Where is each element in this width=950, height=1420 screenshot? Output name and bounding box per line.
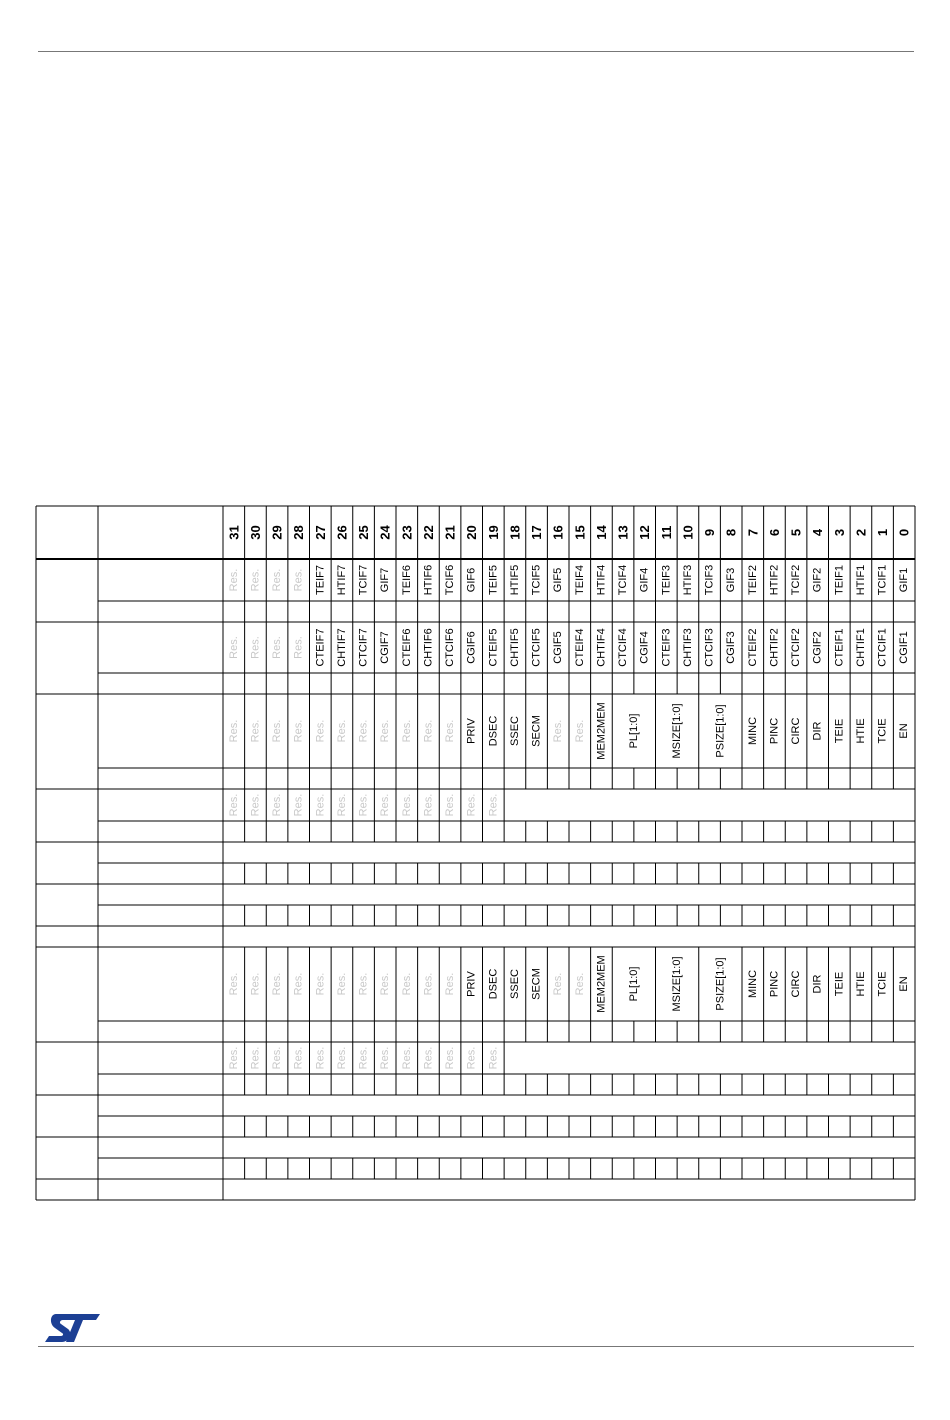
reserved-field: Res. [271, 1046, 284, 1070]
reserved-field: Res. [357, 1046, 370, 1070]
reserved-field: Res. [357, 972, 370, 996]
field-htif5: HTIF5 [508, 564, 521, 596]
bit-number-18: 18 [507, 525, 523, 540]
bit-number-14: 14 [593, 525, 609, 540]
reserved-field: Res. [400, 972, 413, 996]
field-pl10: PL[1:0] [627, 966, 640, 1002]
field-en: EN [898, 976, 911, 992]
field-minc: MINC [746, 969, 759, 999]
reserved-field: Res. [271, 568, 284, 592]
field-gif2: GIF2 [811, 567, 824, 593]
field-dir: DIR [811, 974, 824, 994]
field-pl10: PL[1:0] [627, 713, 640, 749]
reserved-field: Res. [314, 972, 327, 996]
field-secm: SECM [530, 968, 543, 1000]
reserved-field: Res. [335, 1046, 348, 1070]
bit-number-1: 1 [875, 528, 891, 537]
reserved-field: Res. [227, 568, 240, 592]
reserved-field: Res. [357, 719, 370, 743]
bit-number-5: 5 [788, 528, 804, 537]
bit-number-25: 25 [356, 525, 372, 540]
field-teif2: TEIF2 [746, 565, 759, 595]
field-cgif7: CGIF7 [379, 631, 392, 664]
field-cgif5: CGIF5 [552, 631, 565, 664]
reserved-field: Res. [400, 793, 413, 817]
field-ctcif7: CTCIF7 [357, 628, 370, 667]
reserved-field: Res. [292, 719, 305, 743]
field-chtif6: CHTIF6 [422, 628, 435, 667]
reserved-field: Res. [379, 793, 392, 817]
footer-rule [38, 1346, 914, 1347]
reserved-field: Res. [444, 793, 457, 817]
reserved-field: Res. [271, 972, 284, 996]
field-ssec: SSEC [508, 969, 521, 999]
reserved-field: Res. [487, 1046, 500, 1070]
bit-number-13: 13 [615, 525, 631, 540]
reserved-field: Res. [465, 1046, 478, 1070]
bit-number-3: 3 [831, 528, 847, 537]
field-cteif5: CTEIF5 [487, 628, 500, 667]
field-ctcif2: CTCIF2 [790, 628, 803, 667]
bit-number-7: 7 [745, 528, 761, 537]
field-dir: DIR [811, 721, 824, 741]
field-cteif6: CTEIF6 [400, 628, 413, 667]
field-htif3: HTIF3 [681, 564, 694, 596]
bit-number-9: 9 [702, 528, 718, 537]
reserved-field: Res. [249, 719, 262, 743]
field-ctcif1: CTCIF1 [876, 628, 889, 667]
reserved-field: Res. [271, 719, 284, 743]
bit-number-8: 8 [723, 528, 739, 537]
field-psize10: PSIZE[1:0] [714, 957, 727, 1011]
reserved-field: Res. [249, 793, 262, 817]
field-htif6: HTIF6 [422, 564, 435, 596]
field-gif1: GIF1 [898, 567, 911, 593]
bit-number-16: 16 [550, 525, 566, 540]
field-chtif2: CHTIF2 [768, 628, 781, 667]
field-tcif1: TCIF1 [876, 564, 889, 596]
field-pinc: PINC [768, 970, 781, 998]
field-tcie: TCIE [876, 971, 889, 997]
reserved-field: Res. [227, 972, 240, 996]
reserved-field: Res. [314, 1046, 327, 1070]
field-tcif6: TCIF6 [444, 564, 457, 596]
reserved-field: Res. [552, 972, 565, 996]
reserved-field: Res. [227, 1046, 240, 1070]
reserved-field: Res. [444, 972, 457, 996]
field-chtif3: CHTIF3 [681, 628, 694, 667]
field-tcif3: TCIF3 [703, 564, 716, 596]
reserved-field: Res. [249, 972, 262, 996]
field-tcif2: TCIF2 [790, 564, 803, 596]
field-secm: SECM [530, 715, 543, 747]
reserved-field: Res. [227, 636, 240, 659]
reserved-field: Res. [487, 793, 500, 817]
reserved-field: Res. [422, 719, 435, 743]
bit-number-15: 15 [572, 525, 588, 540]
field-cteif7: CTEIF7 [314, 628, 327, 667]
field-htif7: HTIF7 [335, 564, 348, 596]
reserved-field: Res. [422, 793, 435, 817]
field-teif3: TEIF3 [660, 565, 673, 595]
reserved-field: Res. [400, 719, 413, 743]
field-htie: HTIE [854, 718, 867, 744]
field-cgif6: CGIF6 [465, 631, 478, 664]
reserved-field: Res. [357, 793, 370, 817]
bit-number-29: 29 [269, 525, 285, 540]
field-cgif4: CGIF4 [638, 631, 651, 664]
field-gif6: GIF6 [465, 567, 478, 593]
bit-number-22: 22 [420, 525, 436, 540]
bit-number-30: 30 [247, 525, 263, 540]
bit-number-17: 17 [529, 525, 545, 540]
reserved-field: Res. [249, 1046, 262, 1070]
field-teif1: TEIF1 [833, 565, 846, 595]
field-teie: TEIE [833, 718, 846, 744]
reserved-field: Res. [227, 719, 240, 743]
field-mem2mem: MEM2MEM [595, 702, 608, 760]
field-htif1: HTIF1 [854, 564, 867, 596]
field-ctcif4: CTCIF4 [617, 628, 630, 667]
bit-number-24: 24 [377, 525, 393, 540]
reserved-field: Res. [444, 1046, 457, 1070]
field-gif7: GIF7 [379, 567, 392, 593]
field-htie: HTIE [854, 971, 867, 997]
field-tcif7: TCIF7 [357, 564, 370, 596]
field-priv: PRIV [465, 718, 478, 744]
reserved-field: Res. [335, 972, 348, 996]
reserved-field: Res. [379, 1046, 392, 1070]
bit-number-11: 11 [658, 525, 674, 540]
field-ctcif3: CTCIF3 [703, 628, 716, 667]
reserved-field: Res. [292, 568, 305, 592]
field-teif4: TEIF4 [573, 565, 586, 595]
reserved-field: Res. [422, 972, 435, 996]
reserved-field: Res. [227, 793, 240, 817]
reserved-field: Res. [444, 719, 457, 743]
reserved-field: Res. [465, 793, 478, 817]
reserved-field: Res. [292, 636, 305, 659]
bit-number-0: 0 [896, 528, 912, 537]
reserved-field: Res. [379, 972, 392, 996]
reserved-field: Res. [379, 719, 392, 743]
st-logo [44, 1312, 102, 1344]
reserved-field: Res. [335, 719, 348, 743]
bit-number-26: 26 [334, 525, 350, 540]
bit-number-20: 20 [464, 525, 480, 540]
bit-number-12: 12 [637, 525, 653, 540]
reserved-field: Res. [573, 972, 586, 996]
field-cgif3: CGIF3 [725, 631, 738, 664]
bit-number-2: 2 [853, 528, 869, 537]
bit-number-31: 31 [226, 525, 242, 540]
field-cteif2: CTEIF2 [746, 628, 759, 667]
field-teif6: TEIF6 [400, 565, 413, 595]
field-teie: TEIE [833, 971, 846, 997]
field-dsec: DSEC [487, 968, 500, 1000]
field-cteif3: CTEIF3 [660, 628, 673, 667]
reserved-field: Res. [292, 1046, 305, 1070]
bit-number-21: 21 [442, 525, 458, 540]
reserved-field: Res. [249, 568, 262, 592]
field-psize10: PSIZE[1:0] [714, 704, 727, 758]
field-cteif4: CTEIF4 [573, 628, 586, 667]
reserved-field: Res. [292, 793, 305, 817]
reserved-field: Res. [552, 719, 565, 743]
field-cgif1: CGIF1 [898, 631, 911, 664]
reserved-field: Res. [335, 793, 348, 817]
reserved-field: Res. [314, 793, 327, 817]
reserved-field: Res. [271, 636, 284, 659]
field-tcif5: TCIF5 [530, 564, 543, 596]
field-dsec: DSEC [487, 715, 500, 747]
field-htif2: HTIF2 [768, 564, 781, 596]
reserved-field: Res. [573, 719, 586, 743]
field-priv: PRIV [465, 971, 478, 997]
reserved-field: Res. [314, 719, 327, 743]
field-ssec: SSEC [508, 716, 521, 746]
field-teif5: TEIF5 [487, 565, 500, 595]
bit-number-19: 19 [485, 525, 501, 540]
field-chtif5: CHTIF5 [508, 628, 521, 667]
field-pinc: PINC [768, 717, 781, 745]
field-circ: CIRC [790, 970, 803, 998]
reserved-field: Res. [422, 1046, 435, 1070]
field-gif4: GIF4 [638, 567, 651, 593]
field-gif3: GIF3 [725, 567, 738, 593]
field-chtif7: CHTIF7 [335, 628, 348, 667]
field-mem2mem: MEM2MEM [595, 955, 608, 1013]
field-gif5: GIF5 [552, 567, 565, 593]
reserved-field: Res. [400, 1046, 413, 1070]
field-en: EN [898, 723, 911, 739]
field-minc: MINC [746, 716, 759, 746]
bit-number-28: 28 [291, 525, 307, 540]
field-teif7: TEIF7 [314, 565, 327, 595]
field-ctcif5: CTCIF5 [530, 628, 543, 667]
field-htif4: HTIF4 [595, 564, 608, 596]
field-cteif1: CTEIF1 [833, 628, 846, 667]
bit-number-23: 23 [399, 525, 415, 540]
field-msize10: MSIZE[1:0] [671, 956, 684, 1012]
field-circ: CIRC [790, 717, 803, 745]
field-ctcif6: CTCIF6 [444, 628, 457, 667]
bit-number-27: 27 [312, 525, 328, 540]
bit-number-4: 4 [810, 528, 826, 537]
field-msize10: MSIZE[1:0] [671, 703, 684, 759]
field-cgif2: CGIF2 [811, 631, 824, 664]
field-chtif4: CHTIF4 [595, 628, 608, 667]
reserved-field: Res. [292, 972, 305, 996]
bit-number-10: 10 [680, 525, 696, 540]
field-tcif4: TCIF4 [617, 564, 630, 596]
field-tcie: TCIE [876, 718, 889, 744]
reserved-field: Res. [249, 636, 262, 659]
field-chtif1: CHTIF1 [854, 628, 867, 667]
bit-number-6: 6 [766, 528, 782, 537]
reserved-field: Res. [271, 793, 284, 817]
